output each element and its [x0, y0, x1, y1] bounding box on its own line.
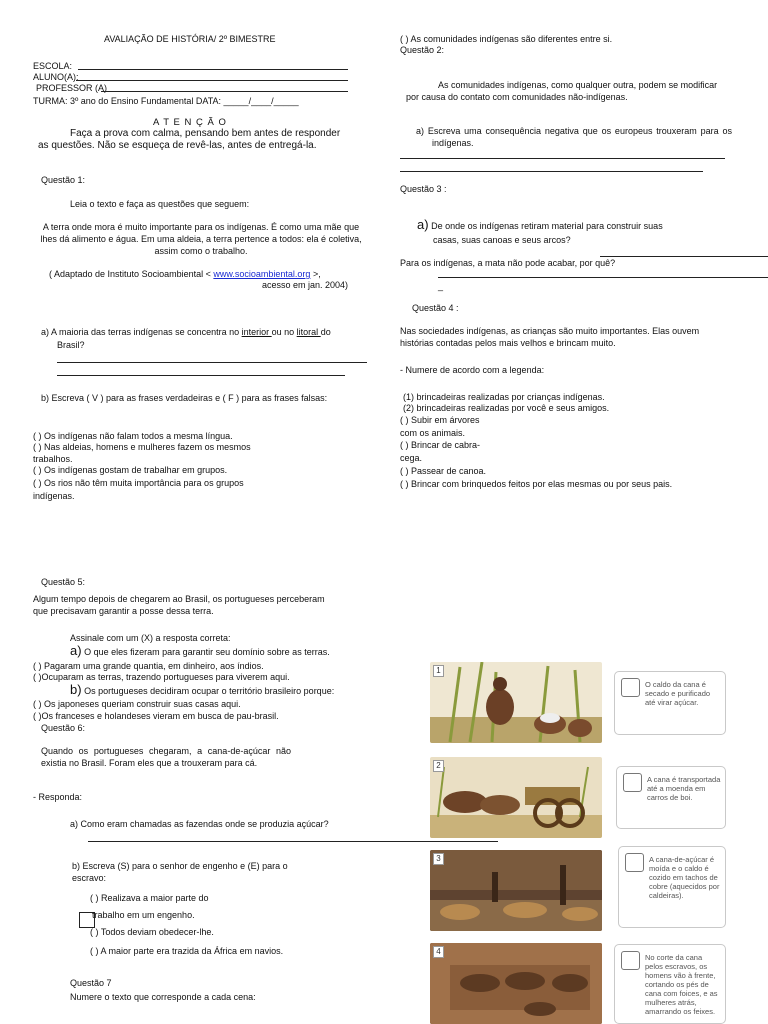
q1-answer-line-1[interactable]: [57, 362, 367, 363]
q5-b-option-2[interactable]: ( )Os franceses e holandeses vieram em busca de pau-brasil.: [33, 711, 279, 721]
q5-instruction: Assinale com um (X) a resposta correta:: [70, 633, 231, 643]
q4-legend-2: (2) brincadeiras realizadas por você e seus amigos.: [403, 403, 610, 413]
q3-question-a-line2: casas, suas canoas e seus arcos?: [433, 235, 571, 245]
q4-title: Questão 4 :: [412, 303, 459, 313]
q2-text: As comunidades indígenas, como qualquer outra, podem se modificar por causa do contato com comunidades não-indígenas.: [406, 80, 718, 102]
q1-source: ( Adaptado de Instituto Socioambiental < www.socioambiental.org >,: [49, 269, 321, 279]
q4-item-2-cont: cega.: [400, 453, 423, 463]
scene-2-answer-box[interactable]: [623, 773, 642, 792]
q3-answer-line-a[interactable]: [600, 256, 768, 257]
q6-title: Questão 6:: [41, 723, 86, 733]
scene-3-card: [618, 846, 726, 928]
q3-answer-line-b[interactable]: [438, 277, 768, 278]
q1-answer-line-2[interactable]: [57, 375, 345, 376]
q4-legend-1: (1) brincadeiras realizadas por crianças indígenas.: [403, 392, 605, 402]
q1-item-3[interactable]: ( ) Os indígenas gostam de trabalhar em grupos.: [33, 465, 228, 475]
scene-3-image: [430, 850, 602, 931]
q1-question-b: b) Escreva ( V ) para as frases verdadeiras e ( F ) para as frases falsas:: [41, 393, 328, 403]
q6-respond: - Responda:: [33, 792, 83, 802]
escola-label: ESCOLA:: [33, 61, 73, 71]
q4-item-4[interactable]: ( ) Brincar com brinquedos feitos por elas mesmas ou por seus pais.: [400, 479, 673, 489]
scene-1-answer-box[interactable]: [621, 678, 640, 697]
q1-instruction: Leia o texto e faça as questões que seguem:: [70, 199, 250, 209]
q1-item-4-cont: indígenas.: [33, 491, 75, 501]
q6-text: Quando os portugueses chegaram, a cana-de-açúcar não existia no Brasil. Foram eles que a trouxeram para cá.: [41, 746, 291, 768]
professor-label: PROFESSOR (A): [36, 83, 108, 93]
scene-3-illustration: [430, 850, 602, 931]
atencao-title: A T E N Ç Ã O: [153, 117, 227, 128]
q2-title: Questão 2:: [400, 45, 445, 55]
scene-2-card: [616, 766, 726, 829]
q2-answer-line-1[interactable]: [400, 158, 725, 159]
q5-title: Questão 5:: [41, 577, 86, 587]
scene-2-card-text: A cana é transportada até a moenda em carros de boi.: [647, 775, 721, 802]
scene-4-card-text: No corte da cana pelos escravos, os homens vão à frente, cortando os pés de cana com foices, e as mulheres atrás, amarrando os feixes.: [645, 953, 718, 1016]
q3-question-a: a) De onde os indígenas retiram material para construir suas: [417, 217, 663, 232]
professor-line[interactable]: [101, 91, 348, 92]
q5-text: Algum tempo depois de chegarem ao Brasil, os portugueses perceberam que precisavam garantir a posse dessa terra.: [33, 594, 325, 616]
q7-text: Numere o texto que corresponde a cada cena:: [70, 992, 256, 1002]
q1-source-access: acesso em jan. 2004): [262, 280, 349, 290]
scene-3-answer-box[interactable]: [625, 853, 644, 872]
q1-question-a-line2: Brasil?: [57, 340, 85, 350]
scene-1-card-text: O caldo da cana é secado e purificado até virar açúcar.: [645, 680, 711, 707]
q6-answer-line-a[interactable]: [88, 841, 498, 842]
scene-1-number: 1: [433, 665, 444, 677]
q4-item-2[interactable]: ( ) Brincar de cabra-: [400, 440, 481, 450]
q5-b-option-1[interactable]: ( ) Os japoneses queriam construir suas casas aqui.: [33, 699, 241, 709]
q1-item-2-cont: trabalhos.: [33, 454, 73, 464]
q5-a-option-2[interactable]: ( )Ocuparam as terras, trazendo portugueses para viverem aqui.: [33, 672, 290, 682]
scene-4-answer-box[interactable]: [621, 951, 640, 970]
q6-item-2[interactable]: ( ) Todos deviam obedecer-lhe.: [90, 927, 214, 937]
q6-question-b-line2: escravo:: [72, 873, 107, 883]
q1-title: Questão 1:: [41, 175, 86, 185]
scene-1-illustration: [430, 662, 602, 743]
scene-4-illustration: [430, 943, 602, 1024]
scene-4-number: 4: [433, 946, 444, 958]
q4-instruction: - Numere de acordo com a legenda:: [400, 365, 545, 375]
scene-2-image: [430, 757, 602, 838]
scene-3-number: 3: [433, 853, 444, 865]
q5-question-a: a) O que eles fizeram para garantir seu domínio sobre as terras.: [70, 643, 330, 658]
source-link[interactable]: www.socioambiental.org: [213, 269, 311, 279]
q6-item-1[interactable]: ( ) Realizava a maior parte do: [90, 893, 209, 903]
q2-answer-line-2[interactable]: [400, 171, 703, 172]
q6-item-1-cont: trabalho em um engenho.: [92, 910, 195, 920]
q7-title: Questão 7: [70, 978, 112, 988]
q4-item-1[interactable]: ( ) Subir em árvores: [400, 415, 480, 425]
aluno-line[interactable]: [76, 80, 348, 81]
q5-a-option-1[interactable]: ( ) Pagaram uma grande quantia, em dinheiro, aos índios.: [33, 661, 264, 671]
q6-question-a: a) Como eram chamadas as fazendas onde se produzia açúcar?: [70, 819, 329, 829]
q4-item-3[interactable]: ( ) Passear de canoa.: [400, 466, 487, 476]
q4-text: Nas sociedades indígenas, as crianças são muito importantes. Elas ouvem histórias contadas pelos mais velhos e brincam muito.: [400, 326, 700, 348]
atencao-text: Faça a prova com calma, pensando bem antes de responder as questões. Não se esqueça de revê-las, antes de entregá-la.: [38, 128, 341, 151]
q6-question-b: b) Escreva (S) para o senhor de engenho e (E) para o: [72, 861, 288, 871]
q1-item-1[interactable]: ( ) Os indígenas não falam todos a mesma língua.: [33, 431, 233, 441]
q3-dash: _: [438, 281, 444, 291]
scene-3-card-text: A cana-de-açúcar é moída e o caldo é cozido em tachos de cobre (aquecidos por caldeiras).: [649, 855, 720, 900]
escola-line[interactable]: [78, 69, 348, 70]
scene-2-illustration: [430, 757, 602, 838]
q1-question-a: a) A maioria das terras indígenas se concentra no interior ou no litoral do: [41, 327, 331, 337]
q5-question-b: b) Os portugueses decidiram ocupar o território brasileiro porque:: [70, 682, 335, 697]
q3-question-b: Para os indígenas, a mata não pode acabar, por quê?: [400, 258, 616, 268]
q1-item-4[interactable]: ( ) Os rios não têm muita importância para os grupos: [33, 478, 244, 488]
q3-title: Questão 3 :: [400, 184, 447, 194]
q1-item-2[interactable]: ( ) Nas aldeias, homens e mulheres fazem os mesmos: [33, 442, 251, 452]
q2-question-a: a) Escreva uma consequência negativa que os europeus trouxeram para os indígenas.: [416, 126, 732, 148]
page-title: AVALIAÇÃO DE HISTÓRIA/ 2º BIMESTRE: [104, 34, 276, 44]
aluno-label: ALUNO(A):: [33, 72, 79, 82]
q4-item-1-cont: com os animais.: [400, 428, 466, 438]
turma-line: TURMA: 3º ano do Ensino Fundamental DATA: _____/____/_____: [33, 96, 299, 106]
q1-text: A terra onde mora é muito importante para os indígenas. É como uma mãe que lhes dá alimento e água. Em uma aldeia, a terra pertence a todos: ela é coletiva, assim como o trabalho.: [40, 222, 362, 256]
scene-1-image: [430, 662, 602, 743]
scene-4-image: [430, 943, 602, 1024]
scene-2-number: 2: [433, 760, 444, 772]
scene-4-card: [614, 944, 726, 1024]
scene-1-card: [614, 671, 726, 735]
q1-item-5[interactable]: ( ) As comunidades indígenas são diferentes entre si.: [400, 34, 613, 44]
q6-item-3[interactable]: ( ) A maior parte era trazida da África em navios.: [90, 946, 284, 956]
